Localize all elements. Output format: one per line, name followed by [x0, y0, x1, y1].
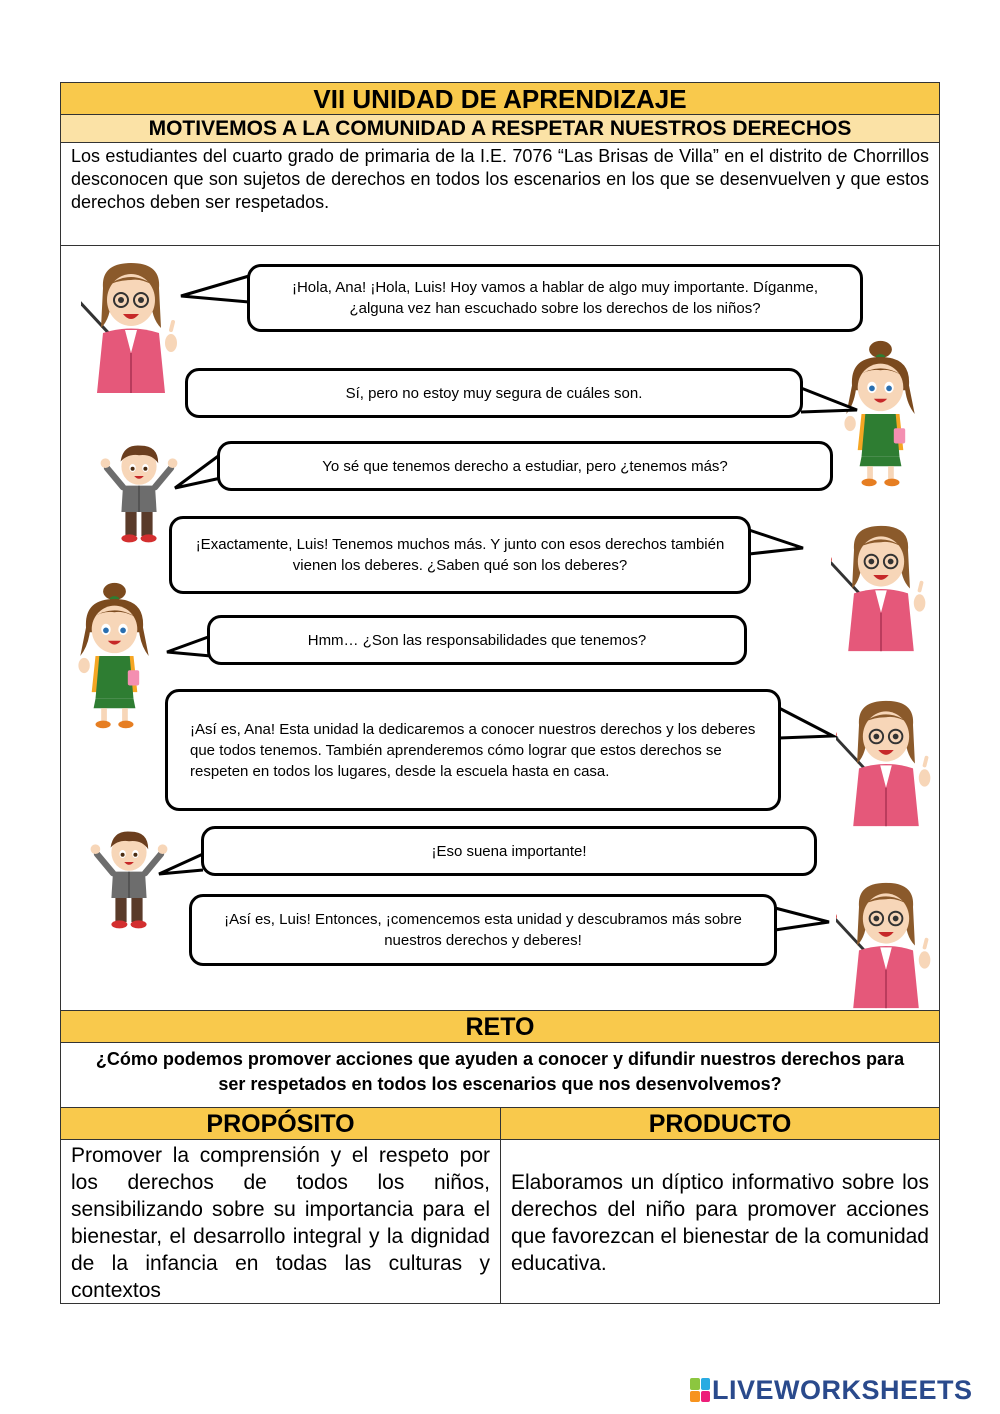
speech-tail: [165, 634, 213, 660]
speech-bubble-luis: ¡Eso suena importante!: [201, 826, 817, 876]
speech-bubble-teacher: ¡Así es, Luis! Entonces, ¡comencemos esta unidad y descubramos más sobre nuestros derechos y deberes!: [189, 894, 777, 966]
ana-character: [67, 571, 162, 741]
speech-tail: [157, 852, 205, 878]
challenge-heading: RETO: [61, 1011, 939, 1043]
purpose-heading: PROPÓSITO: [61, 1108, 500, 1140]
luis-character: [89, 818, 169, 938]
speech-bubble-teacher: ¡Hola, Ana! ¡Hola, Luis! Hoy vamos a hablar de algo muy importante. Díganme, ¿alguna vez han escuchado sobre los derechos de los niños?: [247, 264, 863, 332]
speech-tail: [173, 452, 223, 490]
purpose-product-table: [61, 1108, 939, 1303]
dialog-panel: [61, 246, 939, 1011]
luis-character: [99, 432, 179, 552]
speech-bubble-luis: Yo sé que tenemos derecho a estudiar, pero ¿tenemos más?: [217, 441, 833, 491]
speech-tail: [799, 386, 861, 416]
speech-tail: [179, 274, 251, 304]
liveworksheets-brand[interactable]: [690, 1376, 973, 1404]
product-text: [501, 1140, 939, 1303]
unit-subtitle: MOTIVEMOS A LA COMUNIDAD A RESPETAR NUESTROS DERECHOS: [61, 115, 939, 143]
product-column: [500, 1108, 939, 1303]
worksheet: [60, 82, 940, 1304]
speech-bubble-teacher: ¡Exactamente, Luis! Tenemos muchos más. Y junto con esos derechos también vienen los deberes. ¿Saben qué son los deberes?: [169, 516, 751, 594]
speech-tail: [747, 528, 807, 556]
liveworksheets-logo-icon: [690, 1378, 710, 1402]
product-heading: PRODUCTO: [501, 1108, 939, 1140]
teacher-character: [831, 521, 931, 656]
speech-tail: [777, 706, 837, 740]
brand-name: LIVEWORKSHEETS: [712, 1374, 973, 1405]
product-text-content: Elaboramos un díptico informativo sobre los derechos del niño para promover acciones que favorezcan el bienestar de la comunidad educativa.: [511, 1170, 929, 1275]
situation-text: Los estudiantes del cuarto grado de primaria de la I.E. 7076 “Las Brisas de Villa” en el distrito de Chorrillos desconocen que son sujetos de derechos en todos los escenarios en los que se desenvuelven y que estos derechos deben ser respetados.: [61, 143, 939, 246]
teacher-character: [836, 878, 936, 1013]
purpose-column: [61, 1108, 500, 1303]
teacher-character: [81, 258, 181, 398]
speech-bubble-ana: Hmm… ¿Son las responsabilidades que tenemos?: [207, 615, 747, 665]
speech-bubble-ana: Sí, pero no estoy muy segura de cuáles son.: [185, 368, 803, 418]
challenge-question: ¿Cómo podemos promover acciones que ayuden a conocer y difundir nuestros derechos para ser respetados en todos los escenarios que nos desenvolvemos?: [61, 1043, 939, 1108]
unit-title: VII UNIDAD DE APRENDIZAJE: [61, 83, 939, 115]
teacher-character: [836, 696, 936, 831]
purpose-text: Promover la comprensión y el respeto por los derechos de todos los niños, sensibilizando sobre su importancia para el bienestar, el desarrollo integral y la dignidad de la infancia en todas las culturas y contextos: [71, 1144, 490, 1302]
speech-tail: [773, 906, 833, 932]
speech-bubble-teacher: ¡Así es, Ana! Esta unidad la dedicaremos a conocer nuestros derechos y los deberes que todos tenemos. También aprenderemos cómo lograr que estos derechos se respeten en todos los lugares, desde la escuela hasta en casa.: [165, 689, 781, 811]
